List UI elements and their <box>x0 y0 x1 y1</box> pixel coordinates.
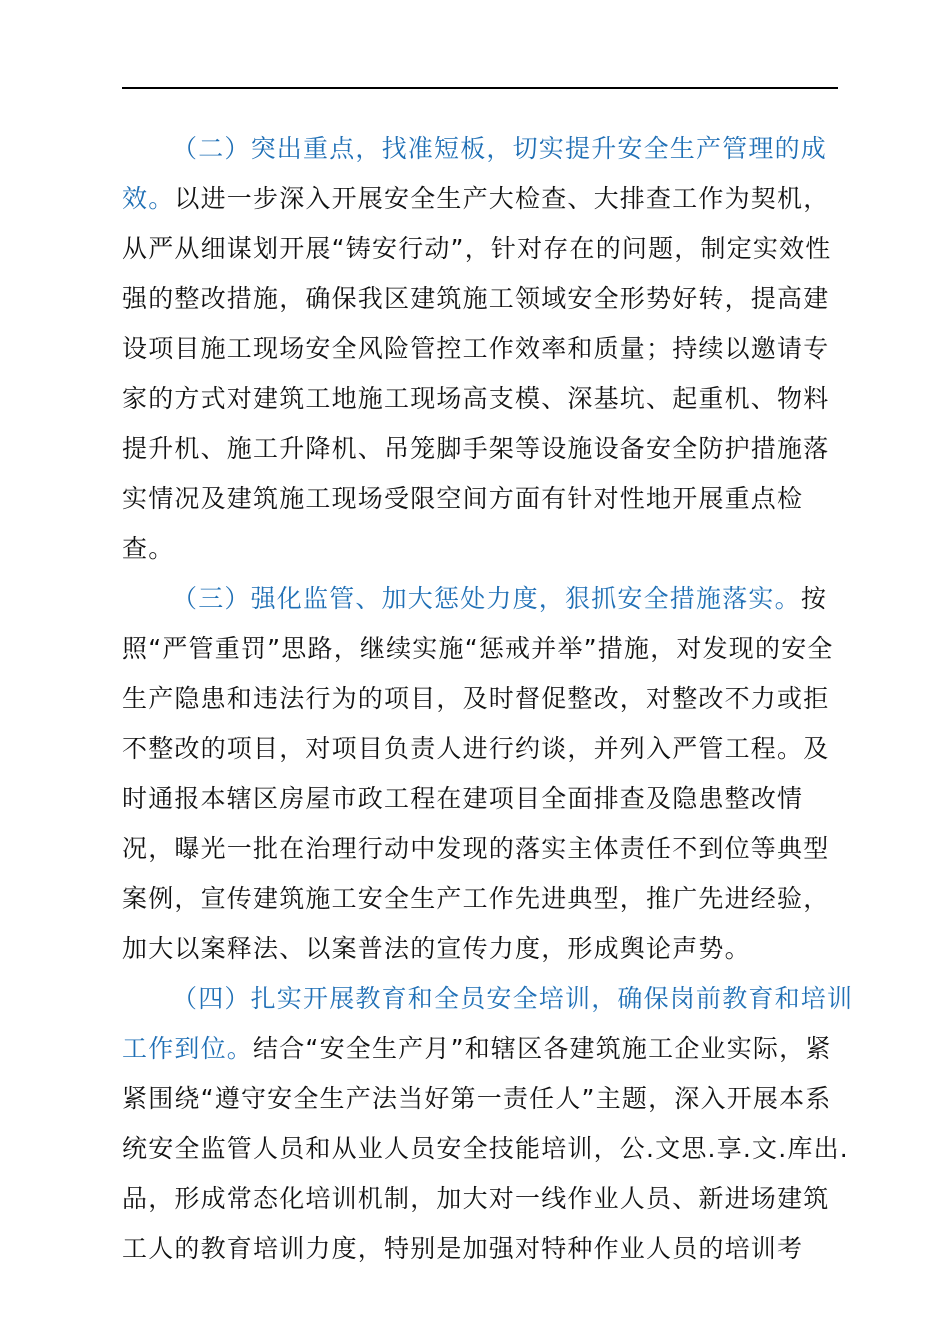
document-body <box>122 124 854 1274</box>
paragraph-section-3 <box>122 574 854 974</box>
section-2-body: 以进一步深入开展安全生产大检查、大排查工作为契机，从严从细谋划开展“铸安行动”，针对存在的问题，制定实效性强的整改措施，确保我区建筑施工领域安全形势好转，提高建设项目施工现场安全风险管控工作效率和质量；持续以邀请专家的方式对建筑工地施工现场高支模、深基坑、起重机、物料提升机、施工升降机、吊笼脚手架等设施设备安全防护措施落实情况及建筑施工现场受限空间方面有针对性地开展重点检查。 <box>122 184 832 563</box>
section-4-body: 结合“安全生产月”和辖区各建筑施工企业实际，紧紧围绕“遵守安全生产法当好第一责任人”主题，深入开展本系统安全监管人员和从业人员安全技能培训，公.文思.享.文.库出.品，形成常态化培训机制，加大对一线作业人员、新进场建筑工人的教育培训力度，特别是加强对特种作业人员的培训考 <box>122 1034 849 1263</box>
section-4-heading: （四）扎实开展教育和全员安全培训，确保岗前教育和培训工作到位。 <box>122 984 854 1063</box>
section-3-body: 按照“严管重罚”思路，继续实施“惩戒并举”措施，对发现的安全生产隐患和违法行为的项目，及时督促整改，对整改不力或拒不整改的项目，对项目负责人进行约谈，并列入严管工程。及时通报本辖区房屋市政工程在建项目全面排查及隐患整改情况，曝光一批在治理行动中发现的落实主体责任不到位等典型案例，宣传建筑施工安全生产工作先进典型，推广先进经验，加大以案释法、以案普法的宣传力度，形成舆论声势。 <box>122 584 834 963</box>
header-rule <box>122 87 838 89</box>
paragraph-section-2 <box>122 124 854 574</box>
section-3-heading: （三）强化监管、加大惩处力度，狠抓安全措施落实。 <box>172 584 801 613</box>
paragraph-section-4 <box>122 974 854 1274</box>
section-2-heading: （二）突出重点，找准短板，切实提升安全生产管理的成效。 <box>122 134 828 213</box>
